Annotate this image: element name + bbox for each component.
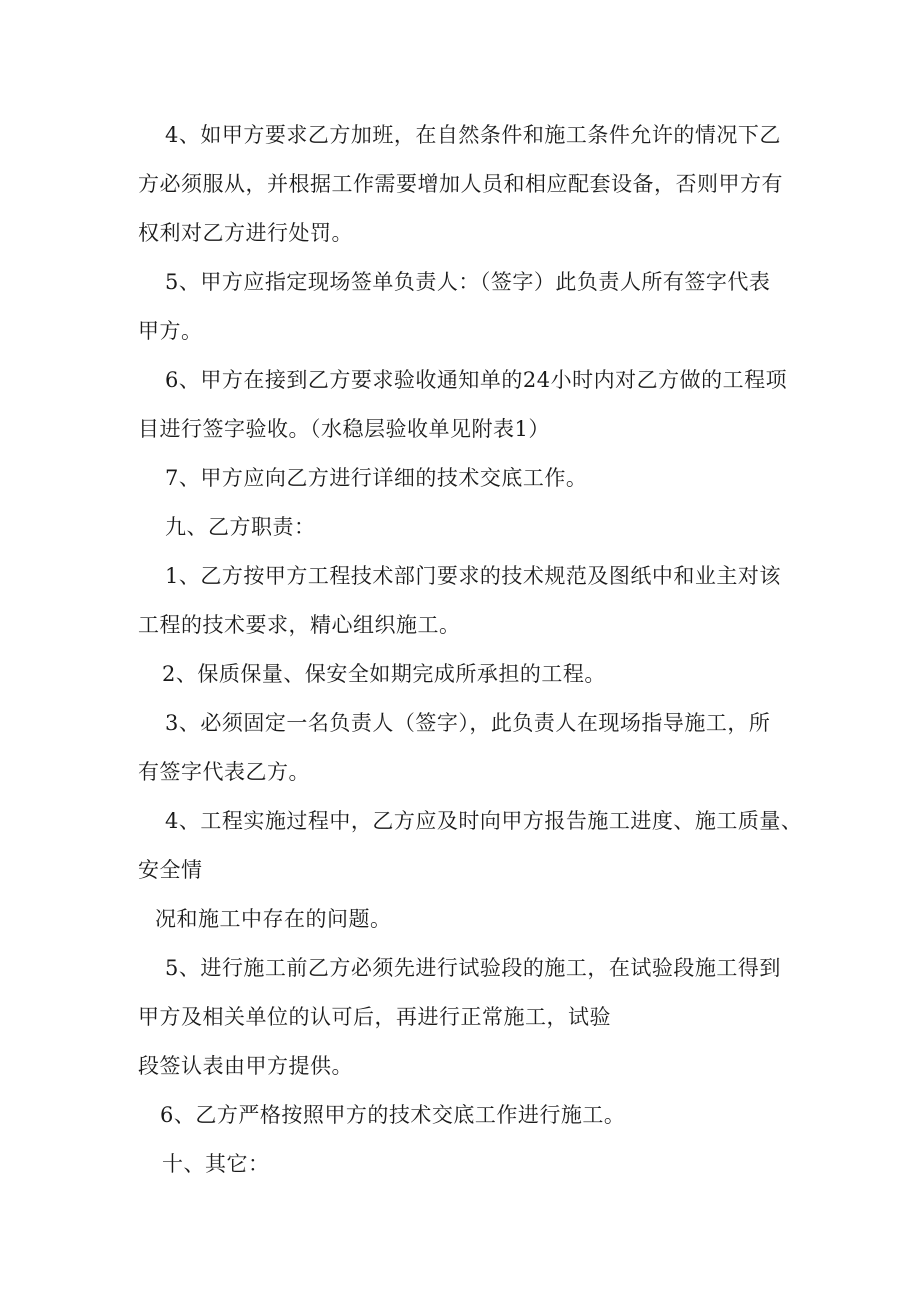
text-line: 甲方及相关单位的认可后，再进行正常施工，试验 xyxy=(138,1005,611,1029)
text-line: 5、甲方应指定现场签单负责人：（签字）此负责人所有签字代表 xyxy=(165,270,771,294)
text-line: 目进行签字验收。（水稳层验收单见附表1） xyxy=(138,417,550,441)
text-line: 1、乙方按甲方工程技术部门要求的技术规范及图纸中和业主对该 xyxy=(165,564,781,588)
text-line: 方必须服从，并根据工作需要增加人员和相应配套设备，否则甲方有 xyxy=(138,172,783,196)
section-heading: 十、其它： xyxy=(162,1152,270,1176)
section-heading: 九、乙方职责： xyxy=(165,515,316,539)
text-line: 有签字代表乙方。 xyxy=(138,760,310,784)
text-line: 况和施工中存在的问题。 xyxy=(155,907,392,931)
text-line: 4、如甲方要求乙方加班，在自然条件和施工条件允许的情况下乙 xyxy=(165,123,781,147)
text-line: 甲方。 xyxy=(138,319,203,343)
text-line: 工程的技术要求，精心组织施工。 xyxy=(138,613,461,637)
text-line: 7、甲方应向乙方进行详细的技术交底工作。 xyxy=(165,466,588,490)
text-line: 4、工程实施过程中，乙方应及时向甲方报告施工进度、施工质量、 xyxy=(165,809,803,833)
text-line: 5、进行施工前乙方必须先进行试验段的施工，在试验段施工得到 xyxy=(165,956,781,980)
text-line: 6、甲方在接到乙方要求验收通知单的24小时内对乙方做的工程项 xyxy=(165,368,788,392)
text-line: 3、必须固定一名负责人（签字），此负责人在现场指导施工，所 xyxy=(165,711,771,735)
text-line: 6、乙方严格按照甲方的技术交底工作进行施工。 xyxy=(160,1103,626,1127)
text-line: 段签认表由甲方提供。 xyxy=(138,1054,353,1078)
text-line: 安全情 xyxy=(138,858,203,882)
text-line: 2、保质保量、保安全如期完成所承担的工程。 xyxy=(162,662,606,686)
text-line: 权利对乙方进行处罚。 xyxy=(138,221,353,245)
